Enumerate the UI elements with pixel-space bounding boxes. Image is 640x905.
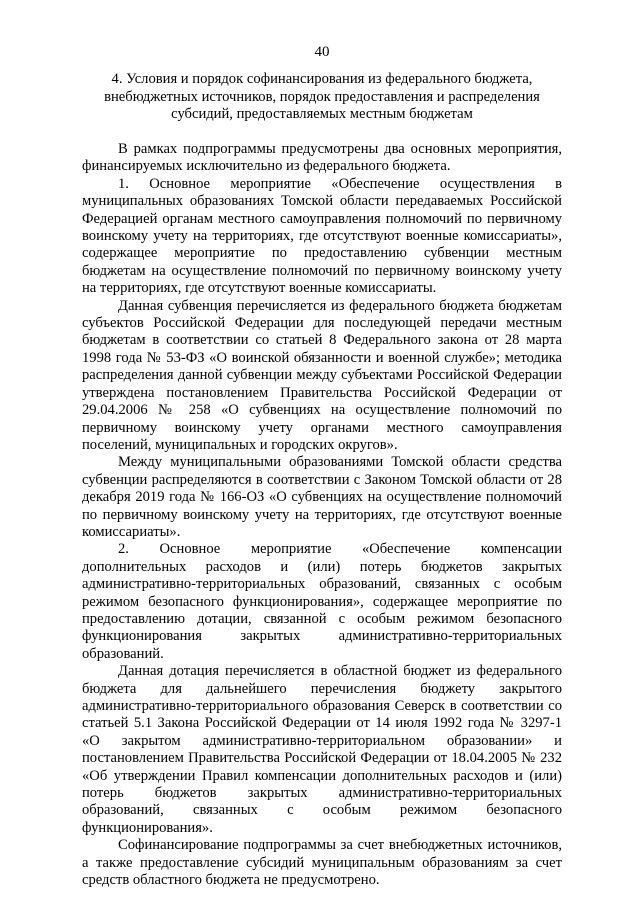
document-body	[82, 141, 562, 889]
paragraph-measure-2: 2. Основное мероприятие «Обеспечение компенсации дополнительных расходов и (или) потерь бюджетов закрытых административно-территориальных образований, связанных с особым режимом безопасного функционирования», содержащее мероприятие по предоставлению дотации, связанной с особым режимом безопасного функционирования закрытых административно-территориальных образований.	[82, 541, 562, 662]
section-title-line-1: 4. Условия и порядок софинансирования из федерального бюджета,	[111, 71, 533, 87]
paragraph-subvention-distribution: Между муниципальными образованиями Томской области средства субвенции распределяются в соответствии с Законом Томской области от 28 декабря 2019 года № 166-ОЗ «О субвенциях на осуществление полномочий по первичному воинскому учету на территориях, где отсутствуют военные комиссариаты».	[82, 454, 562, 540]
page-number: 40	[314, 44, 330, 60]
section-title	[82, 71, 562, 124]
paragraph-cofinancing: Софинансирование подпрограммы за счет внебюджетных источников, а также предоставление субсидий муниципальным образованиям за счет средств областного бюджета не предусмотрено.	[82, 837, 562, 889]
section-title-line-3: субсидий, предоставляемых местным бюджетам	[171, 106, 473, 122]
paragraph-measure-1: 1. Основное мероприятие «Обеспечение осуществления в муниципальных образованиях Томской области передаваемых Российской Федерацией органам местного самоуправления полномочий по первичному воинскому учету на территориях, где отсутствуют военные комиссариаты», содержащее мероприятие по предоставлению субвенции местным бюджетам на осуществление полномочий по первичному воинскому учету на территориях, где отсутствуют военные комиссариаты.	[82, 175, 562, 297]
section-title-line-2: внебюджетных источников, порядок предоставления и распределения	[104, 88, 540, 105]
paragraph-intro: В рамках подпрограммы предусмотрены два основных мероприятия, финансируемых исключительно из федерального бюджета.	[82, 141, 562, 175]
paragraph-subvention-federal: Данная субвенция перечисляется из федерального бюджета бюджетам субъектов Российской Федерации для последующей передачи местным бюджетам в соответствии со статьей 8 Федерального закона от 28 марта 1998 года № 53-ФЗ «О воинской обязанности и военной службе»; методика распределения данной субвенции между субъектами Российской Федерации утверждена постановлением Правительства Российской Федерации от 29.04.2006 № 258 «О субвенциях на осуществление полномочий по первичному воинскому учету органами местного самоуправления поселений, муниципальных и городских округов».	[82, 297, 562, 453]
paragraph-subsidy-transfer: Данная дотация перечисляется в областной бюджет из федерального бюджета для дальнейшего перечисления бюджету закрытого административно-территориального образования Северск в соответствии со статьей 5.1 Закона Российской Федерации от 14 июля 1992 года № 3297-1 «О закрытом административно-территориальном образовании» и постановлением Правительства Российской Федерации от 18.04.2005 № 232 «Об утверждении Правил компенсации дополнительных расходов и (или) потерь бюджетов закрытых административно-территориальных образований, связанных с особым режимом безопасного функционирования».	[82, 663, 562, 836]
